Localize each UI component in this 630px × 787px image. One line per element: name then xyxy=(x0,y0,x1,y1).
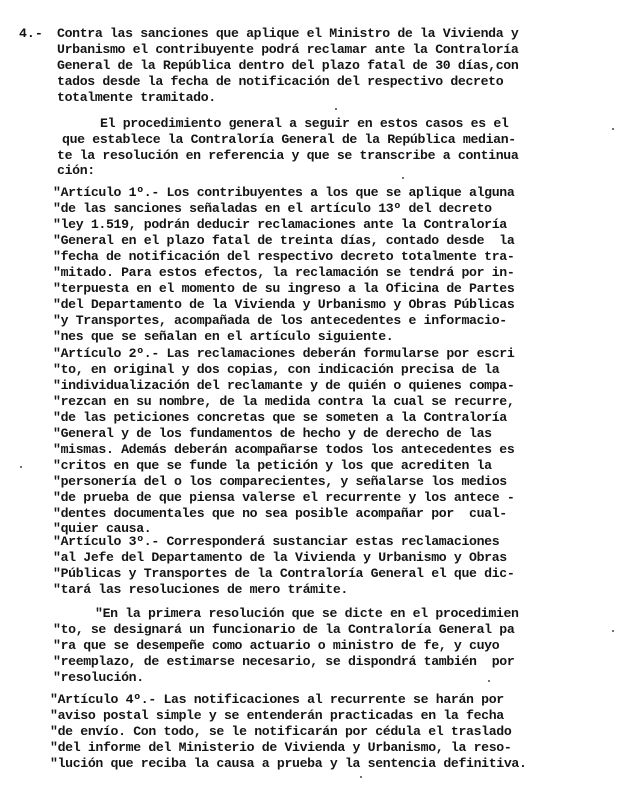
text-line: "del Departamento de la Vivienda y Urbanismo y Obras Públicas xyxy=(53,297,515,312)
text-line: "En la primera resolución que se dicte en el procedimien xyxy=(95,606,519,621)
text-line: que establece la Contraloría General de la República median- xyxy=(62,132,516,147)
scan-speck xyxy=(612,128,614,130)
text-line: "quier causa. xyxy=(53,521,152,536)
text-line: "Artículo 4º.- Las notificaciones al recurrente se harán por xyxy=(50,692,504,707)
scan-speck xyxy=(335,108,337,110)
text-line: "de envío. Con todo, se le notificarán por cédula el traslado xyxy=(50,724,512,739)
text-line: Urbanismo el contribuyente podrá reclamar ante la Contraloría xyxy=(57,42,519,57)
text-line: "Artículo 3º.- Corresponderá sustanciar estas reclamaciones xyxy=(53,534,500,549)
text-line: "de las sanciones señaladas en el artículo 13º del decreto xyxy=(53,201,492,216)
text-line: "ley 1.519, podrán deducir reclamaciones ante la Contraloría xyxy=(53,217,507,232)
text-line: "critos en que se funde la petición y los que acrediten la xyxy=(53,458,492,473)
text-line: "to, en original y dos copias, con indicación precisa de la xyxy=(53,362,500,377)
section-number: 4.- xyxy=(19,26,43,41)
text-line: "del informe del Ministerio de Vivienda y Urbanismo, la reso- xyxy=(50,740,512,755)
text-line: "Artículo 2º.- Las reclamaciones deberán formularse por escri xyxy=(53,346,515,361)
text-line: General de la República dentro del plazo fatal de 30 días,con xyxy=(57,58,519,73)
text-line: "nes que se señalan en el artículo siguiente. xyxy=(53,329,394,344)
text-line: "ra que se desempeñe como actuario o ministro de fe, y cuyo xyxy=(53,638,500,653)
text-line: "de prueba de que piensa valerse el recurrente y los antece - xyxy=(53,490,515,505)
text-line: "reemplazo, de estimarse necesario, se dispondrá también por xyxy=(53,654,515,669)
text-line: "rezcan en su nombre, de la medida contra la cual se recurre, xyxy=(53,394,515,409)
text-line: "tará las resoluciones de mero trámite. xyxy=(53,582,348,597)
text-line: "fecha de notificación del respectivo decreto totalmente tra- xyxy=(53,249,515,264)
text-line: te la resolución en referencia y que se transcribe a continua xyxy=(57,148,519,163)
text-line: "Artículo 1º.- Los contribuyentes a los que se aplique alguna xyxy=(53,185,515,200)
text-line: "General en el plazo fatal de treinta días, contado desde la xyxy=(53,233,515,248)
scan-speck xyxy=(360,776,362,778)
text-line: "mismas. Además deberán acompañarse todos los antecedentes es xyxy=(53,442,515,457)
text-line: "personería del o los comparecientes, y señalarse los medios xyxy=(53,474,507,489)
text-line: ción: xyxy=(57,163,95,178)
text-line: totalmente tramitado. xyxy=(57,90,216,105)
text-line: "lución que reciba la causa a prueba y la sentencia definitiva. xyxy=(50,756,527,771)
text-line: "aviso postal simple y se entenderán practicadas en la fecha xyxy=(50,708,504,723)
text-line: "individualización del reclamante y de quién o quienes compa- xyxy=(53,378,515,393)
text-line: "Públicas y Transportes de la Contraloría General el que dic- xyxy=(53,566,515,581)
text-line: "terpuesta en el momento de su ingreso a la Oficina de Partes xyxy=(53,281,515,296)
text-line: "al Jefe del Departamento de la Vivienda y Urbanismo y Obras xyxy=(53,550,507,565)
scan-speck xyxy=(402,177,404,179)
text-line: Contra las sanciones que aplique el Ministro de la Vivienda y xyxy=(57,26,519,41)
text-line: "to, se designará un funcionario de la Contraloría General pa xyxy=(53,622,515,637)
text-line: "General y de los fundamentos de hecho y de derecho de las xyxy=(53,426,492,441)
scan-speck xyxy=(488,680,490,682)
text-line: "de las peticiones concretas que se someten a la Contraloría xyxy=(53,410,507,425)
text-line: "y Transportes, acompañada de los antecedentes e informacio- xyxy=(53,313,507,328)
text-line: "mitado. Para estos efectos, la reclamación se tendrá por in- xyxy=(53,265,515,280)
text-line: El procedimiento general a seguir en estos casos es el xyxy=(100,116,509,131)
scan-speck xyxy=(20,466,22,468)
text-line: tados desde la fecha de notificación del respectivo decreto xyxy=(57,74,504,89)
text-line: "resolución. xyxy=(53,670,144,685)
scan-speck xyxy=(612,630,614,632)
text-line: "dentes documentales que no sea posible acompañar por cual- xyxy=(53,506,507,521)
